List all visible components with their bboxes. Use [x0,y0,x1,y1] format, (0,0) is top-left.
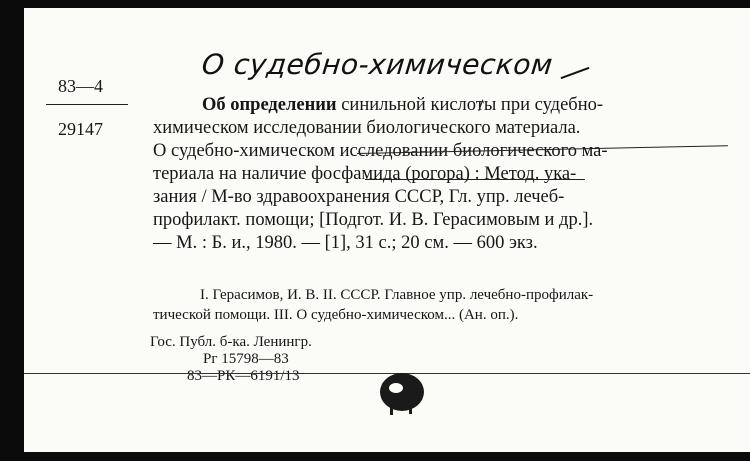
body-line-2: химическом исследовании биологического материала. [153,118,581,138]
handwritten-annotation: О судебно-химическом [200,48,555,81]
body-line-7: — М. : Б. и., 1980. — [1], 31 с.; 20 см. — 600 экз. [153,233,538,253]
body-bold-lead: Об определении [202,95,337,115]
call-number-top: 83—4 [58,76,103,96]
holding-line-2: Рг 15798—83 [203,351,289,367]
call-number-bottom: 29147 [58,119,103,139]
pen-underline-2 [365,179,585,180]
body-line-6: профилакт. помощи; [Подгот. И. В. Герасимовым и др.]. [153,210,594,230]
holding-line-3: 83—РК—6191/13 [187,368,300,384]
scan-border-left [0,0,24,461]
holding-line-1: Гос. Публ. б-ка. Ленингр. [150,334,312,350]
tracing-line-2: тической помощи. III. О судебно-химическом... (Ан. оп.). [153,307,519,323]
tracing-line-1: I. Герасимов, И. В. II. СССР. Главное упр. лечебно-профилак- [200,287,594,303]
body-line-1-rest: синильной кислоты при судебно- [336,95,604,115]
scan-border-top [0,0,750,8]
tracings-block [153,285,594,325]
holding-block [150,334,312,385]
handwritten-stroke [561,67,590,79]
body-line-5: зания / М-во здравоохранения СССР, Гл. упр. лечеб- [153,187,565,207]
call-number-divider [46,104,128,105]
body-line-4: териала на наличие фосфамида (рогора) : Метод. ука- [153,164,577,184]
library-stamp-icon [376,368,428,416]
body-line-3: О судебно-химическом исследовании биологического ма- [153,141,608,161]
body-line-1 [202,94,603,117]
scan-border-bottom [0,452,750,461]
